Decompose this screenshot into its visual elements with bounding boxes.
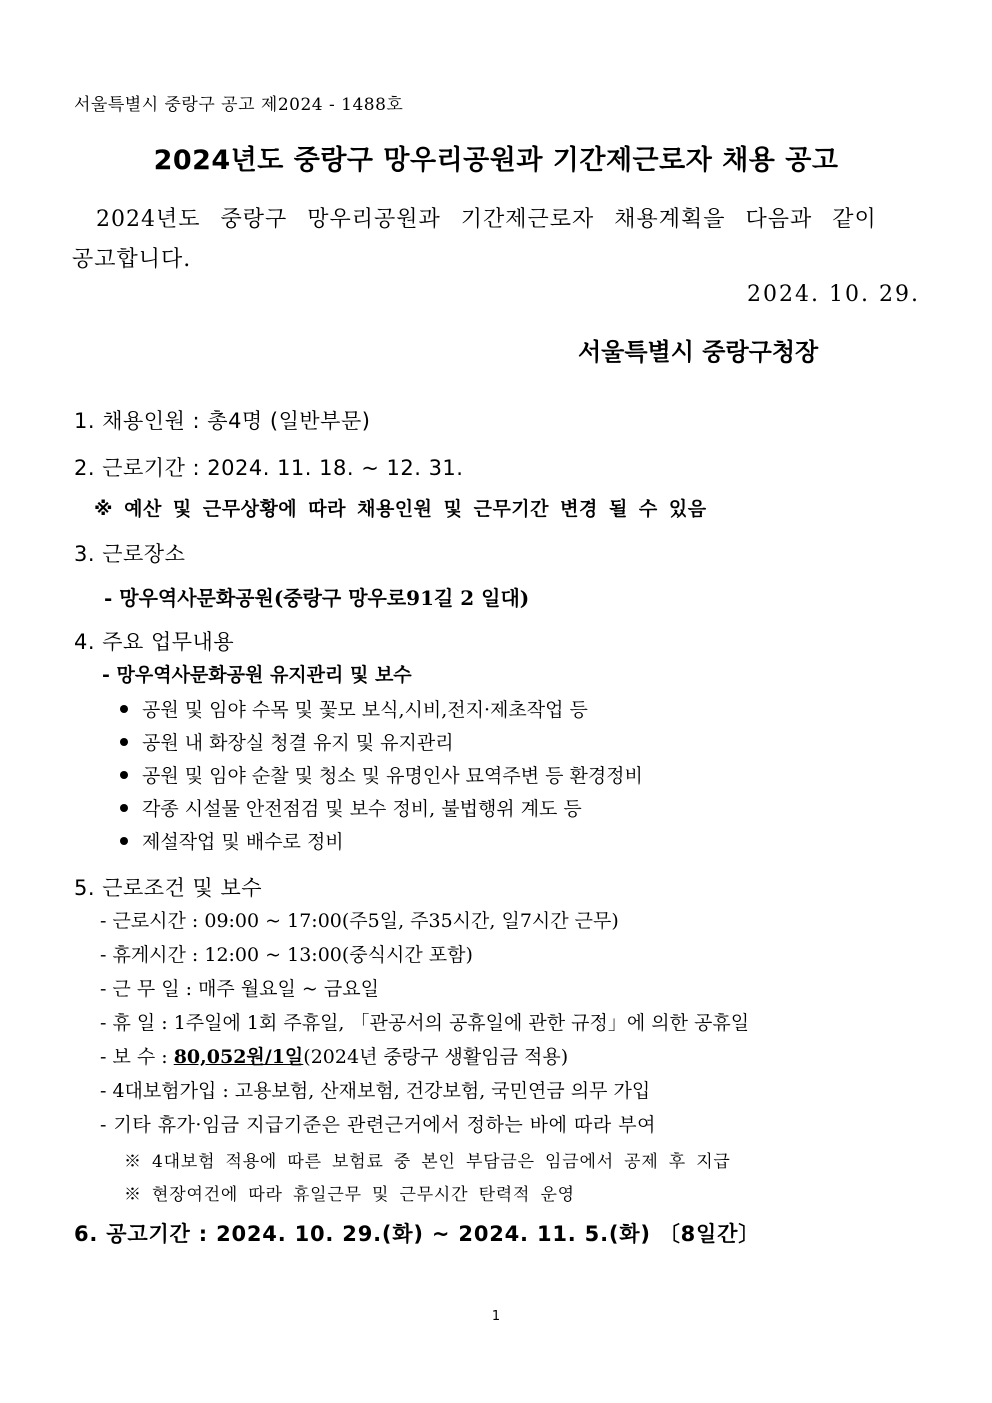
other-terms: - 기타 휴가·임금 지급기준은 관련근거에서 정하는 바에 따라 부여 [100,1114,656,1136]
duty-bullet: 공원 및 임야 수목 및 꽃모 보식,시비,전지·제초작업 등 [120,695,588,722]
duty-bullet: 공원 및 임야 순찰 및 청소 및 유명인사 묘역주변 등 환경정비 [120,761,643,788]
page-title: 2024년도 중랑구 망우리공원과 기간제근로자 채용 공고 [153,145,839,176]
flex-work-note: ※ 현장여건에 따라 휴일근무 및 근무시간 탄력적 운영 [124,1185,575,1205]
break-hours: - 휴게시간 : 12:00 ~ 13:00(중식시간 포함) [100,944,473,966]
section-4-subheading: - 망우역사문화공원 유지관리 및 보수 [102,664,412,686]
issuer: 서울특별시 중랑구청장 [578,338,819,366]
bullet-icon [120,804,128,812]
work-hours: - 근로시간 : 09:00 ~ 17:00(주5일, 주35시간, 일7시간 근무) [100,910,619,932]
section-2-note: ※ 예산 및 근무상황에 따라 채용인원 및 근무기간 변경 될 수 있음 [94,498,707,520]
pay-amount: 80,052원/1일 [173,1046,304,1068]
insurance: - 4대보험가입 : 고용보험, 산재보험, 건강보험, 국민연금 의무 가입 [100,1080,651,1102]
intro-line-1: 2024년도 중랑구 망우리공원과 기간제근로자 채용계획을 다음과 같이 [96,207,877,232]
insurance-note: ※ 4대보험 적용에 따른 보험료 중 본인 부담금은 임금에서 공제 후 지급 [124,1152,731,1172]
section-3-location: 3. 근로장소 [74,542,186,566]
section-4-duties: 4. 주요 업무내용 [74,630,235,654]
intro-line-2: 공고합니다. [72,247,192,272]
bullet-icon [120,837,128,845]
page-number: 1 [491,1309,501,1324]
duty-bullet: 공원 내 화장실 청결 유지 및 유지관리 [120,728,454,755]
bullet-icon [120,738,128,746]
section-2-period: 2. 근로기간 : 2024. 11. 18. ~ 12. 31. [74,456,464,480]
notice-date: 2024. 10. 29. [747,282,920,307]
bullet-icon [120,705,128,713]
pay: - 보 수 : 80,052원/1일(2024년 중랑구 생활임금 적용) [100,1046,569,1068]
section-1-headcount: 1. 채용인원 : 총4명 (일반부문) [74,409,371,433]
duty-bullet: 각종 시설물 안전점검 및 보수 정비, 불법행위 계도 등 [120,794,582,821]
section-3-item: - 망우역사문화공원(중랑구 망우로91길 2 일대) [104,586,530,610]
duty-bullet: 제설작업 및 배수로 정비 [120,827,344,854]
notice-number: 서울특별시 중랑구 공고 제2024 - 1488호 [74,95,404,115]
holidays: - 휴 일 : 1주일에 1회 주휴일, 「관공서의 공휴일에 관한 규정」에 의한 공휴일 [100,1012,750,1034]
bullet-icon [120,771,128,779]
section-5-conditions: 5. 근로조건 및 보수 [74,876,263,900]
section-6-notice-period: 6. 공고기간 : 2024. 10. 29.(화) ~ 2024. 11. 5.(화) 〔8일간〕 [74,1222,761,1246]
work-days: - 근 무 일 : 매주 월요일 ~ 금요일 [100,978,379,1000]
